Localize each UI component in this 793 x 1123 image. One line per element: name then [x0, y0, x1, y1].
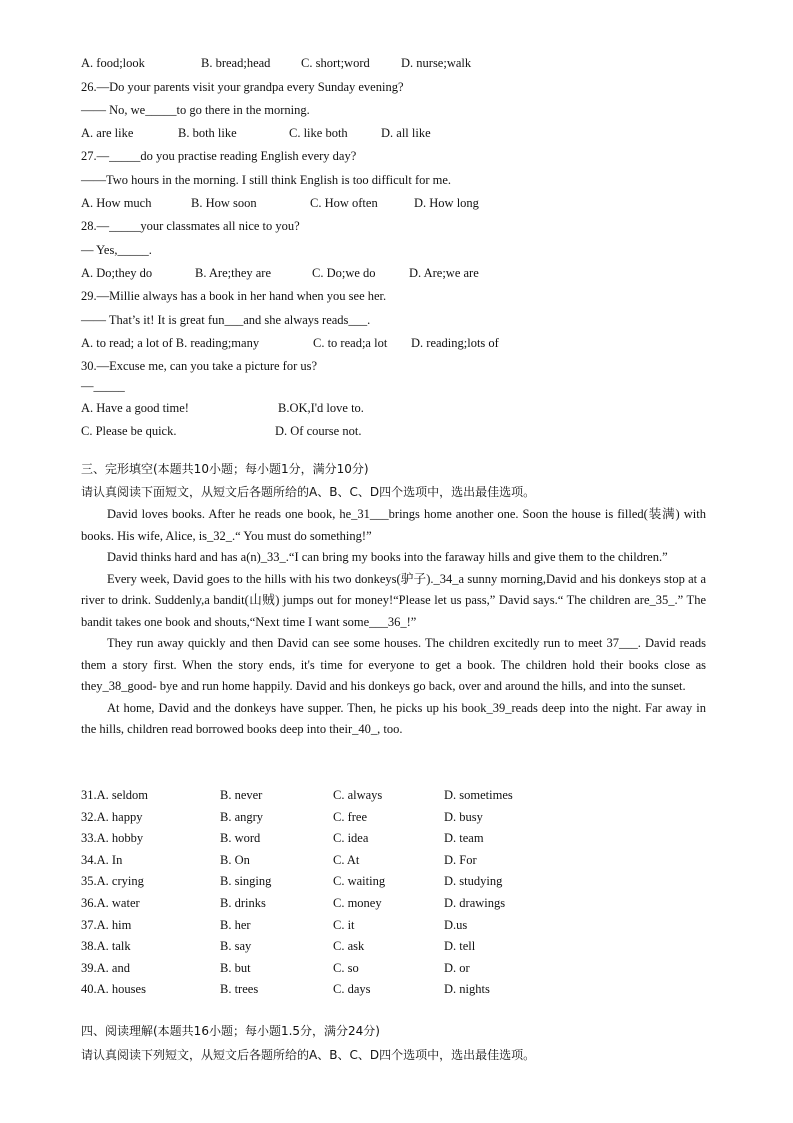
option: C. always: [333, 788, 383, 802]
option: B. word: [220, 831, 261, 846]
option: D. all like: [381, 126, 431, 140]
option: C. Please be quick.: [81, 424, 177, 438]
option: C. ask: [333, 939, 365, 954]
q28-answer: — Yes,_____.: [81, 243, 152, 257]
q28-question: 28.—_____your classmates all nice to you?: [81, 219, 300, 233]
option: D. For: [444, 852, 477, 867]
passage-paragraph: David thinks hard and has a(n)_33_.“I can bring my books into the faraway hills and give them to the children.”: [107, 550, 668, 564]
option: B. never: [220, 788, 263, 802]
option: C. Do;we do: [312, 266, 376, 280]
option: 36.A. water: [81, 895, 140, 910]
option: 33.A. hobby: [81, 831, 144, 846]
option: B. singing: [220, 874, 272, 889]
option: C. idea: [333, 831, 369, 846]
option: 38.A. talk: [81, 939, 131, 954]
option: B. say: [220, 939, 252, 954]
option: C. it: [333, 917, 355, 932]
cloze-options: [81, 785, 564, 1001]
option: B. both like: [178, 126, 237, 140]
option: 32.A. happy: [81, 809, 143, 824]
q25-options: [81, 55, 471, 71]
option: B. trees: [220, 982, 259, 997]
option: B. but: [220, 960, 251, 975]
option: C. days: [333, 982, 371, 997]
option: D. Of course not.: [275, 424, 362, 438]
q26-question: 26.—Do your parents visit your grandpa every Sunday evening?: [81, 80, 404, 94]
q29-answer: —— That’s it! It is great fun___and she always reads___.: [81, 313, 371, 327]
q30-options-row1: [81, 400, 364, 416]
option-row: [81, 871, 564, 893]
option: D. nights: [444, 982, 490, 997]
q29-options: [81, 335, 499, 351]
q30-answer: —_____: [81, 379, 125, 393]
option: D. sometimes: [444, 788, 513, 802]
q27-options: [81, 195, 479, 211]
option: D. busy: [444, 809, 483, 824]
passage-paragraph: Every week, David goes to the hills with his two donkeys(驴子)._34_a sunny morning,David and his donkeys stop at a river to drink. Suddenly,a bandit(山贼) jumps out for money!“Please let us pass,” David says.“ The children are_35_.” The bandit takes one book and shouts,“Next time I want some___36_!”: [81, 571, 706, 629]
section-heading: 四、阅读理解(本题共16小题；每小题1.5分，满分24分): [81, 1024, 380, 1038]
option: A. Have a good time!: [81, 401, 189, 415]
option: 37.A. him: [81, 917, 132, 932]
option: B. How soon: [191, 196, 257, 210]
q26-options: [81, 125, 431, 141]
option-row: [81, 936, 564, 958]
passage-paragraph: They run away quickly and then David can see some houses. The children excitedly run to meet 37___. David reads them a story first. When the story ends, it's time for everyone to get a book. The children hold their books close as they_38_good- bye and run home happily. David and his donkeys go back, over and around the hills, and into the sunset.: [81, 636, 706, 693]
option-row: [81, 893, 564, 915]
option: C. money: [333, 895, 382, 910]
option-row: [81, 915, 564, 937]
option-row: [81, 828, 564, 850]
option: C. At: [333, 852, 360, 867]
option: B. bread;head: [201, 56, 271, 70]
option-row: [81, 850, 564, 872]
option: A. How much: [81, 196, 152, 210]
option: D. tell: [444, 939, 476, 954]
option: A. Do;they do: [81, 266, 153, 280]
option: 31.A. seldom: [81, 788, 149, 802]
option: B. On: [220, 852, 250, 867]
q27-answer: ——Two hours in the morning. I still think English is too difficult for me.: [81, 173, 452, 187]
q29-question: 29.—Millie always has a book in her hand when you see her.: [81, 289, 387, 303]
q27-question: 27.—_____do you practise reading English every day?: [81, 149, 357, 163]
option: D. studying: [444, 874, 503, 889]
option: C. like both: [289, 126, 348, 140]
section-instruction: 请认真阅读下列短文，从短文后各题所给的A、B、C、D四个选项中，选出最佳选项。: [81, 1048, 536, 1062]
option: D. or: [444, 960, 470, 975]
option-row: [81, 979, 564, 1001]
option: C. How often: [310, 196, 378, 210]
cloze-passage: [81, 504, 706, 741]
option: C. short;word: [301, 56, 370, 70]
q30-question: 30.—Excuse me, can you take a picture for us?: [81, 359, 318, 373]
option: D. Are;we are: [409, 266, 479, 280]
option: A. to read; a lot of B. reading;many: [81, 336, 260, 350]
passage-paragraph: David loves books. After he reads one book, he_31___brings home another one. Soon the house is filled(装满) with books. His wife, Alice, is_32_.“ You must do something!”: [81, 507, 706, 543]
option: B.OK,I'd love to.: [278, 401, 364, 415]
section-heading: 三、完形填空(本题共10小题；每小题1分，满分10分): [81, 462, 369, 476]
option: D. drawings: [444, 895, 506, 910]
option: D. reading;lots of: [411, 336, 499, 350]
option: 39.A. and: [81, 960, 130, 975]
option: A. are like: [81, 126, 134, 140]
option: 40.A. houses: [81, 982, 146, 997]
passage-paragraph: At home, David and the donkeys have supper. Then, he picks up his book_39_reads deep into the night. Far away in the hills, children read borrowed books deep into their_40_, too.: [81, 700, 706, 736]
option: B. her: [220, 917, 251, 932]
q30-options-row2: [81, 423, 361, 439]
option-row: [81, 958, 564, 980]
option: 35.A. crying: [81, 874, 144, 889]
q26-answer: —— No, we_____to go there in the morning.: [81, 103, 310, 117]
option-row: [81, 807, 564, 829]
option: D. How long: [414, 196, 479, 210]
option: A. food;look: [81, 56, 145, 70]
option: C. to read;a lot: [313, 336, 388, 350]
option: 34.A. In: [81, 852, 123, 867]
option: B. angry: [220, 809, 264, 824]
option: D. nurse;walk: [401, 56, 472, 70]
q28-options: [81, 265, 479, 281]
section-instruction: 请认真阅读下面短文，从短文后各题所给的A、B、C、D四个选项中，选出最佳选项。: [81, 485, 536, 499]
option: B. Are;they are: [195, 266, 272, 280]
option-row: [81, 785, 564, 807]
option: C. free: [333, 809, 368, 824]
option: D. team: [444, 831, 484, 846]
option: C. so: [333, 960, 359, 975]
option: D.us: [444, 917, 468, 932]
option: C. waiting: [333, 874, 386, 889]
option: B. drinks: [220, 895, 266, 910]
